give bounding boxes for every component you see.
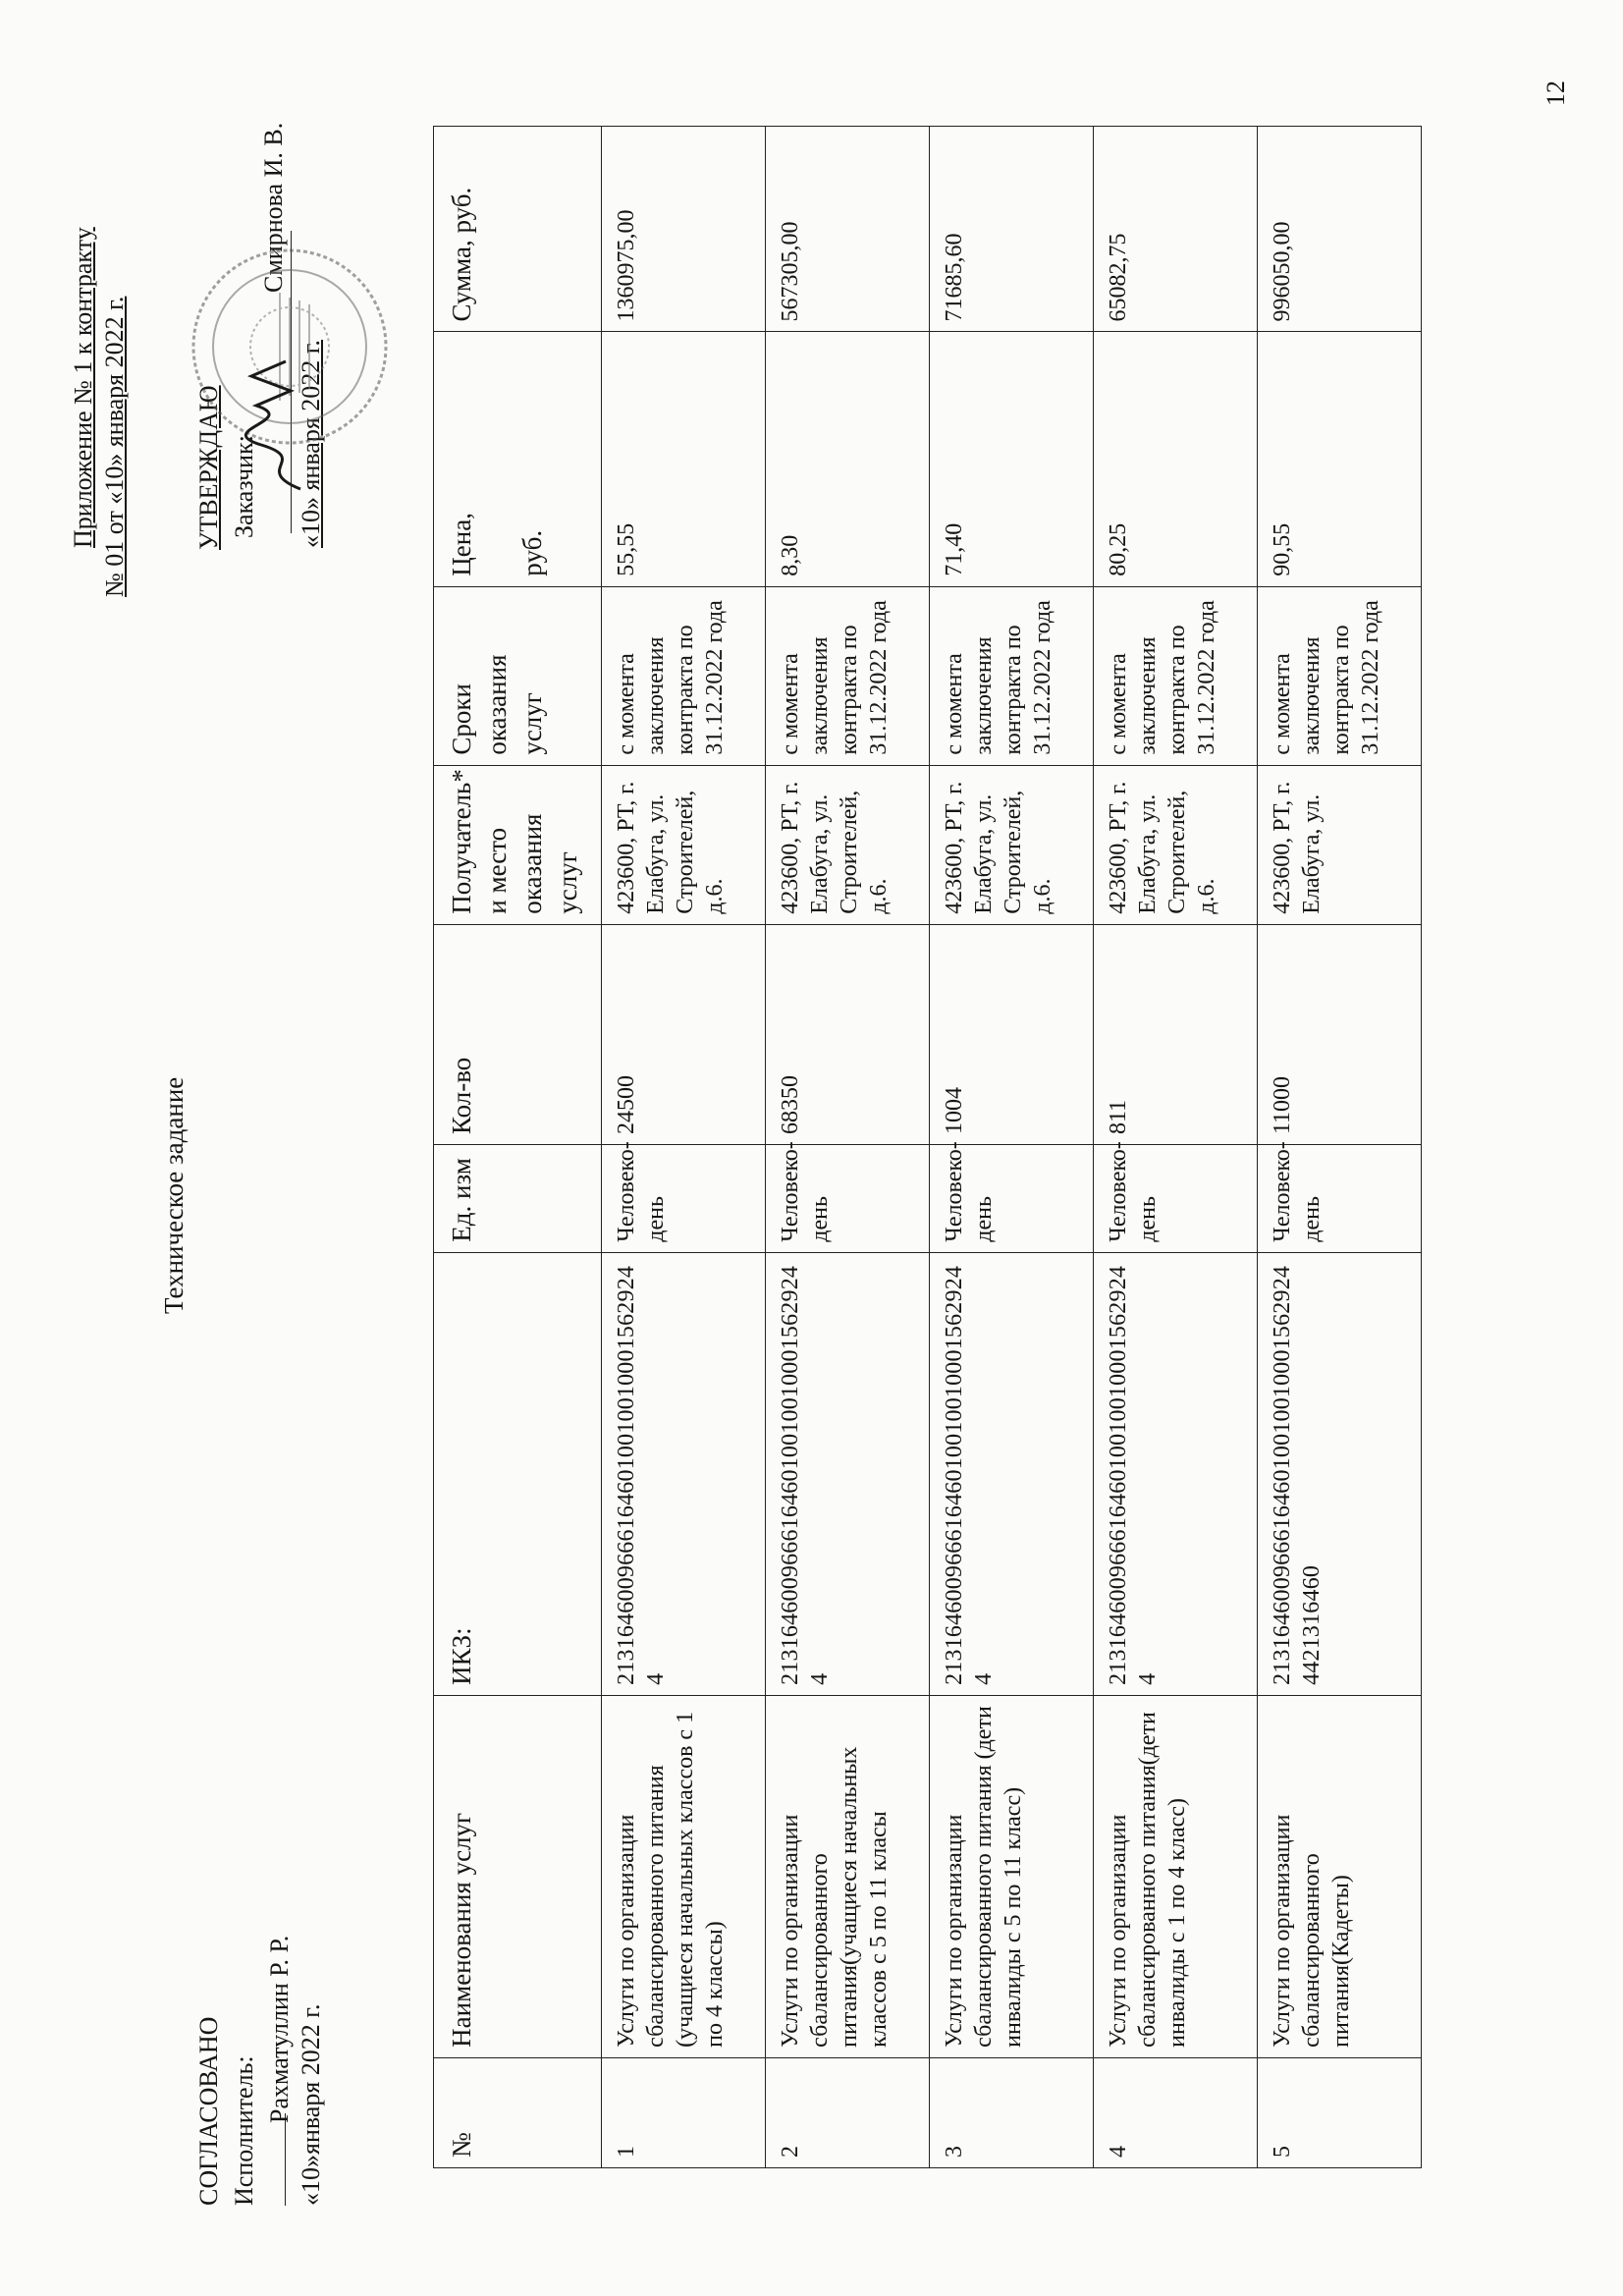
cell-num: 5 [1258,2057,1422,2167]
cell-ikz: 213164600966616460100100100015629244 [1094,1252,1258,1695]
cell-term: с момента заключения контракта по 31.12.2022 года [602,586,766,765]
approved-title: УТВЕРЖДАЮ [194,385,223,550]
table-row [602,127,766,2168]
header-qty: Кол-во [434,924,602,1144]
cell-unit: Человеко-день [1258,1145,1422,1253]
header-recipient: Получатель* и место оказания услуг [434,765,602,924]
table-row [1094,127,1258,2168]
cell-recipient: 423600, РТ, г. Елабуга, ул. [1258,765,1422,924]
cell-name: Услуги по организации сбалансированного питания(дети инвалиды с 1 по 4 класс) [1094,1695,1258,2057]
cell-name: Услуги по организации сбалансированного питания (учащиеся начальных классов с 1 по 4 классы) [602,1695,766,2057]
header-term: Сроки оказания услуг [434,586,602,765]
agreed-role: Исполнитель: [230,2055,258,2206]
cell-ikz: 213164600966616460100100100015629244 [930,1252,1094,1695]
appendix-line-2: № 01 от «10» января 2022 г. [100,296,129,597]
approved-signature [232,342,320,499]
cell-qty: 68350 [766,924,930,1144]
appendix-line-1: Приложение № 1 к контракту [69,227,97,548]
cell-qty: 1004 [930,924,1094,1144]
table-row [1258,127,1422,2168]
cell-name: Услуги по организации сбалансированного питания(Кадеты) [1258,1695,1422,2057]
header-row [434,127,602,2168]
cell-term: с момента заключения контракта по 31.12.2022 года [930,586,1094,765]
cell-price: 80,25 [1094,332,1258,586]
cell-ikz: 213164600966616460100100100015629244 [766,1252,930,1695]
cell-name: Услуги по организации сбалансированного питания(учащиеся начальных классов с 5 по 11 класы [766,1695,930,2057]
cell-num: 1 [602,2057,766,2167]
cell-qty: 11000 [1258,924,1422,1144]
page-number: 12 [1542,81,1570,106]
cell-term: с момента заключения контракта по 31.12.2022 года [1094,586,1258,765]
cell-sum: 996050,00 [1258,127,1422,332]
header-name: Наименования услуг [434,1695,602,2057]
header-sum: Сумма, руб. [434,127,602,332]
cell-unit: Человеко-день [930,1145,1094,1253]
agreed-signature-line [285,2113,286,2206]
cell-price: 8,30 [766,332,930,586]
cell-sum: 567305,00 [766,127,930,332]
cell-recipient: 423600, РТ, г. Елабуга, ул. Строителей, д.6. [1094,765,1258,924]
cell-price: 90,55 [1258,332,1422,586]
cell-recipient: 423600, РТ, г. Елабуга, ул. Строителей, д.6. [930,765,1094,924]
cell-qty: 24500 [602,924,766,1144]
cell-term: с момента заключения контракта по 31.12.2022 года [1258,586,1422,765]
cell-price: 71,40 [930,332,1094,586]
cell-num: 2 [766,2057,930,2167]
cell-sum: 65082,75 [1094,127,1258,332]
approved-date: «10» января 2022 г. [297,339,325,548]
document-title: Техническое задание [159,1076,189,1314]
cell-name: Услуги по организации сбалансированного питания (дети инвалиды с 5 по 11 класс) [930,1695,1094,2057]
cell-qty: 811 [1094,924,1258,1144]
technical-task-table [433,126,1422,2168]
agreed-name: Рахматуллин Р. Р. [265,1935,294,2123]
cell-sum: 71685,60 [930,127,1094,332]
header-ikz: ИКЗ: [434,1252,602,1695]
agreed-title: СОГЛАСОВАНО [194,2016,223,2206]
table-row [766,127,930,2168]
cell-unit: Человеко-день [766,1145,930,1253]
table-layer [433,126,1482,2168]
cell-recipient: 423600, РТ, г. Елабуга, ул. Строителей, д.6. [602,765,766,924]
header-num: № [434,2057,602,2167]
cell-num: 4 [1094,2057,1258,2167]
header-price-unit: руб. [517,529,547,576]
cell-price: 55,55 [602,332,766,586]
cell-ikz: 213164600966616460100100100015629244 [602,1252,766,1695]
cell-ikz: 213164600966616460100100100015629244421316460 [1258,1252,1422,1695]
cell-unit: Человеко-день [602,1145,766,1253]
cell-unit: Человеко-день [1094,1145,1258,1253]
header-price [434,332,602,586]
cell-sum: 1360975,00 [602,127,766,332]
cell-term: с момента заключения контракта по 31.12.2022 года [766,586,930,765]
agreed-date: «10»января 2022 г. [297,2003,325,2206]
table-row [930,127,1094,2168]
cell-num: 3 [930,2057,1094,2167]
approved-role: Заказчик: [230,435,258,538]
header-unit: Ед. изм [434,1145,602,1253]
approved-name: Смирнова И. В. [259,122,288,293]
cell-recipient: 423600, РТ, г. Елабуга, ул. Строителей, д.6. [766,765,930,924]
header-price-label: Цена, [447,513,476,576]
